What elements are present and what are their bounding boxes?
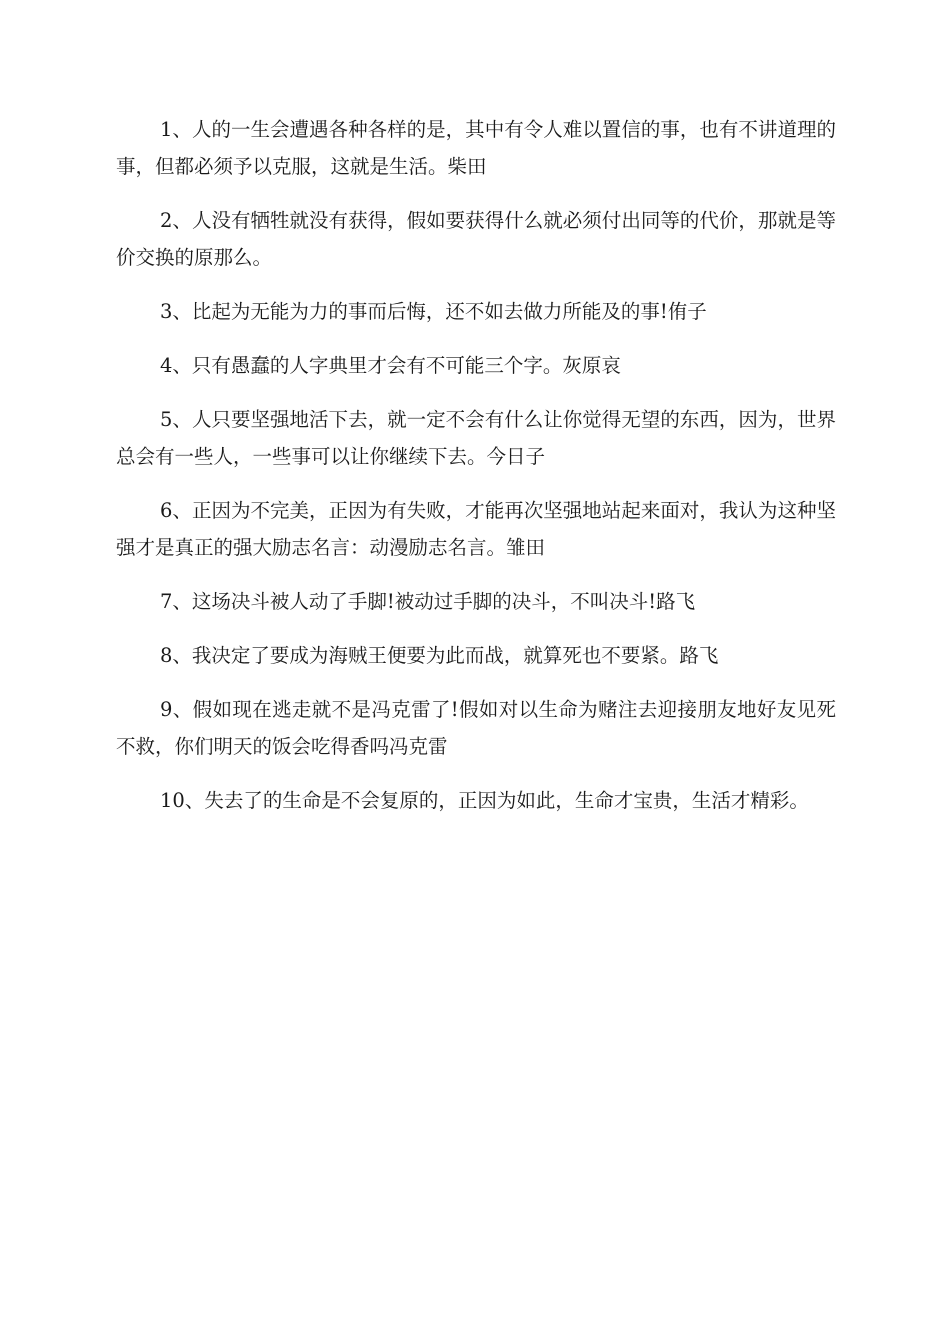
quote-paragraph-5: 5、人只要坚强地活下去，就一定不会有什么让你觉得无望的东西，因为，世界总会有一些人，一些事可以让你继续下去。今日子 <box>116 408 836 468</box>
quote-paragraph-6: 6、正因为不完美，正因为有失败，才能再次坚强地站起来面对，我认为这种坚强才是真正的强大励志名言：动漫励志名言。雏田 <box>116 499 836 559</box>
quote-paragraph-10: 10、失去了的生命是不会复原的，正因为如此，生命才宝贵，生活才精彩。 <box>160 789 809 812</box>
quote-paragraph-3: 3、比起为无能为力的事而后悔，还不如去做力所能及的事!侑子 <box>160 300 707 323</box>
quote-paragraph-9: 9、假如现在逃走就不是冯克雷了!假如对以生命为赌注去迎接朋友地好友见死不救，你们明天的饭会吃得香吗冯克雷 <box>116 698 836 758</box>
quote-paragraph-1: 1、人的一生会遭遇各种各样的是，其中有令人难以置信的事，也有不讲道理的事，但都必须予以克服，这就是生活。柴田 <box>116 118 836 178</box>
quote-paragraph-2: 2、人没有牺牲就没有获得，假如要获得什么就必须付出同等的代价，那就是等价交换的原那么。 <box>116 209 836 269</box>
quote-paragraph-4: 4、只有愚蠢的人字典里才会有不可能三个字。灰原哀 <box>160 354 621 377</box>
quote-paragraph-8: 8、我决定了要成为海贼王便要为此而战，就算死也不要紧。路飞 <box>160 644 719 667</box>
quote-paragraph-7: 7、这场决斗被人动了手脚!被动过手脚的决斗，不叫决斗!路飞 <box>160 590 696 613</box>
document-body <box>116 111 836 836</box>
